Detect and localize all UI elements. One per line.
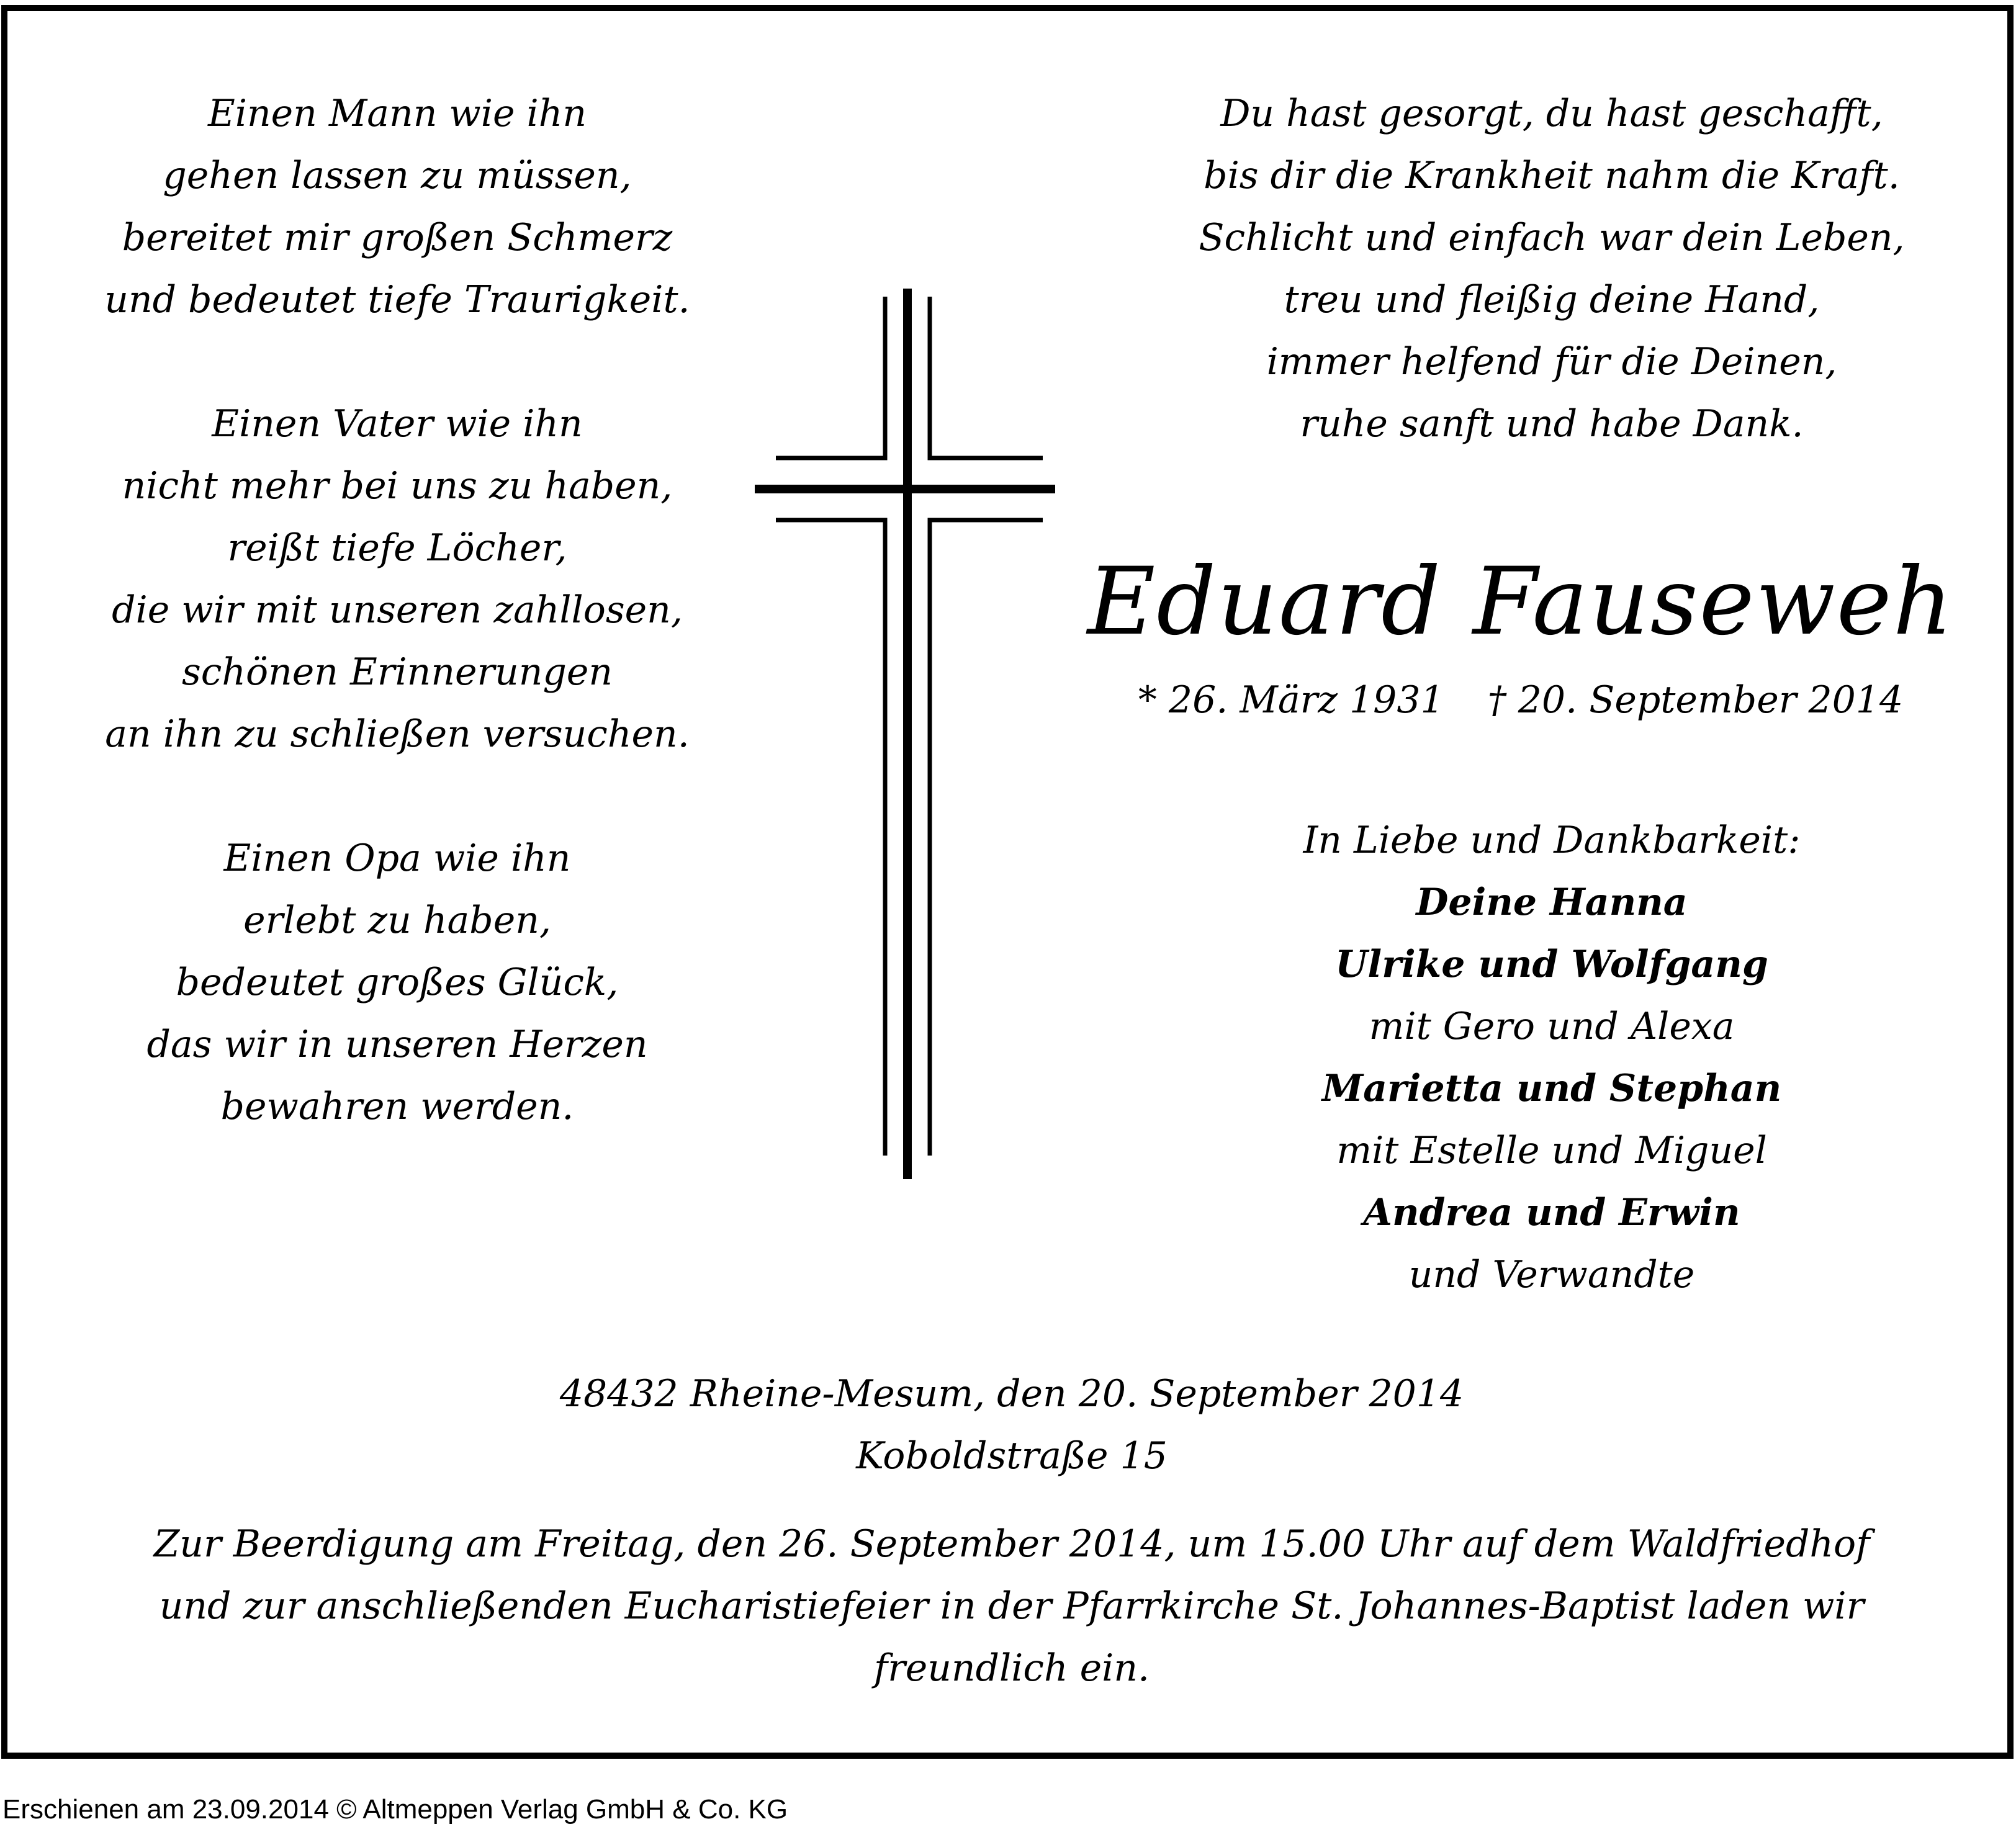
death-date: † 20. September 2014 xyxy=(1487,678,1904,722)
mourner-line: mit Gero und Alexa xyxy=(1369,1005,1735,1048)
funeral-info xyxy=(19,1513,2005,1699)
verse-line: immer helfend für die Deinen, xyxy=(1266,340,1837,384)
verse-line: an ihn zu schließen versuchen. xyxy=(105,712,690,756)
verse-line: nicht mehr bei uns zu haben, xyxy=(122,464,673,508)
verse-line: das wir in unseren Herzen xyxy=(146,1023,648,1066)
street: Koboldstraße 15 xyxy=(856,1434,1168,1478)
verse-line: treu und fleißig deine Hand, xyxy=(1284,278,1820,321)
publication-footer: Erschienen am 23.09.2014 © Altmeppen Verlag GmbH & Co. KG xyxy=(2,1794,788,1825)
mourner-line: und Verwandte xyxy=(1408,1253,1695,1296)
verse-line: bewahren werden. xyxy=(220,1085,574,1128)
verse-line: bis dir die Krankheit nahm die Kraft. xyxy=(1204,154,1900,197)
verse-line: die wir mit unseren zahllosen, xyxy=(112,588,683,632)
right-verse xyxy=(1068,83,2016,455)
funeral-line: freundlich ein. xyxy=(873,1646,1150,1690)
mourner-line: Ulrike und Wolfgang xyxy=(1335,943,1768,986)
verse-line: Einen Mann wie ihn xyxy=(207,92,587,135)
verse-line: gehen lassen zu müssen, xyxy=(163,154,632,197)
verse-line: ruhe sanft und habe Dank. xyxy=(1300,402,1804,446)
mourners-intro: In Liebe und Dankbarkeit: xyxy=(1303,819,1801,862)
mourner-line: Andrea und Erwin xyxy=(1363,1191,1740,1234)
verse-line: Einen Opa wie ihn xyxy=(223,837,571,880)
verse-line: bereitet mir großen Schmerz xyxy=(122,216,673,259)
verse-line: und bedeutet tiefe Traurigkeit. xyxy=(104,278,690,321)
mourners-list xyxy=(1068,809,2016,1306)
funeral-line: und zur anschließenden Eucharistiefeier in der Pfarrkirche St. Johannes-Baptist laden wir xyxy=(159,1584,1865,1628)
verse-line: bedeutet großes Glück, xyxy=(176,961,619,1004)
address-block xyxy=(19,1363,2005,1487)
verse-line: Du hast gesorgt, du hast geschafft, xyxy=(1220,92,1883,135)
birth-date: * 26. März 1931 xyxy=(1138,678,1444,722)
place-date: 48432 Rheine-Mesum, den 20. September 2014 xyxy=(559,1372,1464,1416)
deceased-name: Eduard Fauseweh xyxy=(1087,548,1955,656)
verse-line: Schlicht und einfach war dein Leben, xyxy=(1199,216,1905,259)
verse-line: reißt tiefe Löcher, xyxy=(227,526,567,570)
verse-line: Einen Vater wie ihn xyxy=(212,402,583,446)
mourner-line: Deine Hanna xyxy=(1416,881,1688,924)
funeral-line: Zur Beerdigung am Freitag, den 26. September 2014, um 15.00 Uhr auf dem Waldfriedhof xyxy=(153,1522,1870,1566)
verse-line: schönen Erinnerungen xyxy=(181,650,613,694)
life-dates xyxy=(1055,669,1986,731)
mourner-line: mit Estelle und Miguel xyxy=(1336,1129,1767,1172)
verse-line: erlebt zu haben, xyxy=(243,899,551,942)
mourner-line: Marietta und Stephan xyxy=(1321,1067,1782,1110)
